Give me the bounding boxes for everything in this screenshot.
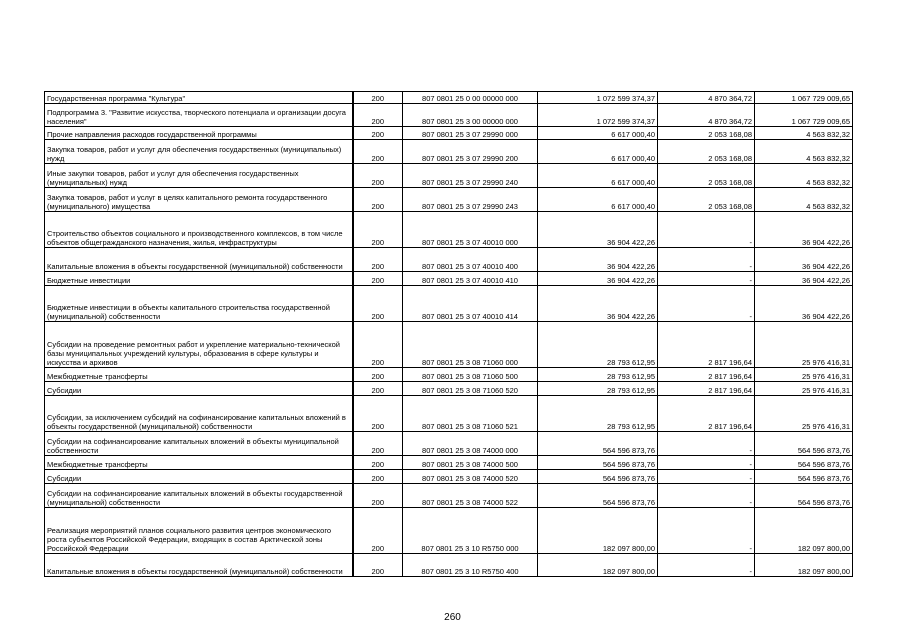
table-row xyxy=(45,127,853,140)
row-amount-unexecuted: 564 596 873,76 xyxy=(755,456,853,470)
row-classification-code: 807 0801 25 3 07 40010 414 xyxy=(403,286,538,322)
row-name: Государственная программа "Культура" xyxy=(45,92,353,104)
table-row xyxy=(45,212,853,248)
row-code: 200 xyxy=(353,484,403,508)
row-amount-unexecuted: 36 904 422,26 xyxy=(755,272,853,286)
row-name: Субсидии, за исключением субсидий на софинансирование капитальных вложений в объекты государственной (муниципальной) собственности xyxy=(45,396,353,432)
row-name: Субсидии xyxy=(45,470,353,484)
row-code: 200 xyxy=(353,272,403,286)
row-name: Капитальные вложения в объекты государственной (муниципальной) собственности xyxy=(45,554,353,577)
row-name: Бюджетные инвестиции xyxy=(45,272,353,286)
row-amount-unexecuted: 25 976 416,31 xyxy=(755,382,853,396)
row-code: 200 xyxy=(353,396,403,432)
row-amount-executed: - xyxy=(658,212,755,248)
table-row xyxy=(45,368,853,382)
row-name: Межбюджетные трансферты xyxy=(45,456,353,470)
row-classification-code: 807 0801 25 3 07 29990 240 xyxy=(403,164,538,188)
table-row xyxy=(45,164,853,188)
row-amount-executed: 2 817 196,64 xyxy=(658,382,755,396)
row-name: Подпрограмма 3. "Развитие искусства, творческого потенциала и организации досуга населения" xyxy=(45,104,353,127)
row-code: 200 xyxy=(353,127,403,140)
row-code: 200 xyxy=(353,104,403,127)
row-amount-approved: 182 097 800,00 xyxy=(538,508,658,554)
row-classification-code: 807 0801 25 3 07 40010 410 xyxy=(403,272,538,286)
row-code: 200 xyxy=(353,164,403,188)
row-amount-approved: 6 617 000,40 xyxy=(538,188,658,212)
row-name: Субсидии на софинансирование капитальных вложений в объекты муниципальной собственности xyxy=(45,432,353,456)
row-name: Субсидии на софинансирование капитальных вложений в объекты государственной (муниципальной) собственности xyxy=(45,484,353,508)
row-amount-unexecuted: 36 904 422,26 xyxy=(755,212,853,248)
table-row xyxy=(45,554,853,577)
row-code: 200 xyxy=(353,470,403,484)
row-amount-executed: 2 053 168,08 xyxy=(658,127,755,140)
row-amount-approved: 564 596 873,76 xyxy=(538,456,658,470)
row-amount-unexecuted: 25 976 416,31 xyxy=(755,368,853,382)
row-code: 200 xyxy=(353,248,403,272)
table-row xyxy=(45,432,853,456)
row-classification-code: 807 0801 25 3 07 29990 200 xyxy=(403,140,538,164)
budget-table xyxy=(44,91,853,577)
table-row xyxy=(45,484,853,508)
row-name: Субсидии на проведение ремонтных работ и укрепление материально-технической базы муниципальных учреждений культуры, образования в сфере культуры и искусства и архивов xyxy=(45,322,353,368)
row-name: Закупка товаров, работ и услуг в целях капитального ремонта государственного (муниципального) имущества xyxy=(45,188,353,212)
row-amount-approved: 36 904 422,26 xyxy=(538,272,658,286)
row-amount-executed: - xyxy=(658,248,755,272)
row-name: Иные закупки товаров, работ и услуг для обеспечения государственных (муниципальных) нужд xyxy=(45,164,353,188)
row-classification-code: 807 0801 25 3 07 29990 000 xyxy=(403,127,538,140)
row-amount-executed: - xyxy=(658,272,755,286)
table-row xyxy=(45,104,853,127)
table-row xyxy=(45,508,853,554)
row-amount-unexecuted: 182 097 800,00 xyxy=(755,554,853,577)
row-amount-executed: 4 870 364,72 xyxy=(658,92,755,104)
row-amount-executed: - xyxy=(658,508,755,554)
row-name: Капитальные вложения в объекты государственной (муниципальной) собственности xyxy=(45,248,353,272)
table-body xyxy=(45,92,853,577)
table-row xyxy=(45,456,853,470)
row-classification-code: 807 0801 25 3 00 00000 000 xyxy=(403,104,538,127)
row-amount-executed: 2 053 168,08 xyxy=(658,164,755,188)
row-amount-approved: 28 793 612,95 xyxy=(538,322,658,368)
row-code: 200 xyxy=(353,212,403,248)
row-classification-code: 807 0801 25 3 08 74000 000 xyxy=(403,432,538,456)
row-amount-approved: 182 097 800,00 xyxy=(538,554,658,577)
table-row xyxy=(45,470,853,484)
row-code: 200 xyxy=(353,286,403,322)
row-amount-executed: 2 053 168,08 xyxy=(658,140,755,164)
row-classification-code: 807 0801 25 3 08 71060 000 xyxy=(403,322,538,368)
row-amount-executed: - xyxy=(658,432,755,456)
page-number: 260 xyxy=(444,612,461,623)
row-amount-approved: 564 596 873,76 xyxy=(538,484,658,508)
row-amount-executed: 2 053 168,08 xyxy=(658,188,755,212)
row-amount-approved: 564 596 873,76 xyxy=(538,432,658,456)
row-amount-executed: - xyxy=(658,484,755,508)
row-classification-code: 807 0801 25 3 10 R5750 000 xyxy=(403,508,538,554)
row-code: 200 xyxy=(353,432,403,456)
row-code: 200 xyxy=(353,188,403,212)
table-row xyxy=(45,188,853,212)
row-amount-approved: 6 617 000,40 xyxy=(538,164,658,188)
row-amount-approved: 28 793 612,95 xyxy=(538,396,658,432)
row-name: Межбюджетные трансферты xyxy=(45,368,353,382)
row-amount-executed: - xyxy=(658,470,755,484)
row-amount-unexecuted: 25 976 416,31 xyxy=(755,322,853,368)
row-amount-unexecuted: 4 563 832,32 xyxy=(755,140,853,164)
table-row xyxy=(45,322,853,368)
row-amount-executed: - xyxy=(658,286,755,322)
table-row xyxy=(45,286,853,322)
row-amount-approved: 36 904 422,26 xyxy=(538,248,658,272)
budget-sheet xyxy=(44,91,852,577)
row-amount-approved: 28 793 612,95 xyxy=(538,382,658,396)
row-amount-unexecuted: 4 563 832,32 xyxy=(755,127,853,140)
row-amount-unexecuted: 25 976 416,31 xyxy=(755,396,853,432)
table-row xyxy=(45,396,853,432)
row-code: 200 xyxy=(353,322,403,368)
table-row xyxy=(45,272,853,286)
row-classification-code: 807 0801 25 3 07 40010 000 xyxy=(403,212,538,248)
row-classification-code: 807 0801 25 3 08 71060 520 xyxy=(403,382,538,396)
row-amount-approved: 1 072 599 374,37 xyxy=(538,104,658,127)
row-name: Реализация мероприятий планов социального развития центров экономического роста субъектов Российской Федерации, входящих в состав Арктической зоны Российской Федерации xyxy=(45,508,353,554)
row-classification-code: 807 0801 25 3 08 74000 500 xyxy=(403,456,538,470)
row-amount-unexecuted: 564 596 873,76 xyxy=(755,432,853,456)
row-amount-unexecuted: 36 904 422,26 xyxy=(755,286,853,322)
row-amount-executed: - xyxy=(658,456,755,470)
row-code: 200 xyxy=(353,140,403,164)
row-amount-unexecuted: 4 563 832,32 xyxy=(755,188,853,212)
row-code: 200 xyxy=(353,456,403,470)
row-amount-unexecuted: 1 067 729 009,65 xyxy=(755,92,853,104)
row-code: 200 xyxy=(353,508,403,554)
row-name: Субсидии xyxy=(45,382,353,396)
row-classification-code: 807 0801 25 3 10 R5750 400 xyxy=(403,554,538,577)
row-name: Строительство объектов социального и производственного комплексов, в том числе объектов общегражданского назначения, жилья, инфраструктуры xyxy=(45,212,353,248)
row-classification-code: 807 0801 25 3 07 40010 400 xyxy=(403,248,538,272)
table-row xyxy=(45,382,853,396)
row-classification-code: 807 0801 25 3 08 74000 522 xyxy=(403,484,538,508)
row-amount-approved: 564 596 873,76 xyxy=(538,470,658,484)
row-amount-unexecuted: 36 904 422,26 xyxy=(755,248,853,272)
row-classification-code: 807 0801 25 0 00 00000 000 xyxy=(403,92,538,104)
row-amount-executed: 2 817 196,64 xyxy=(658,396,755,432)
row-classification-code: 807 0801 25 3 08 71060 500 xyxy=(403,368,538,382)
row-code: 200 xyxy=(353,368,403,382)
row-amount-executed: - xyxy=(658,554,755,577)
row-classification-code: 807 0801 25 3 07 29990 243 xyxy=(403,188,538,212)
row-amount-unexecuted: 182 097 800,00 xyxy=(755,508,853,554)
row-code: 200 xyxy=(353,382,403,396)
row-amount-approved: 36 904 422,26 xyxy=(538,286,658,322)
row-amount-approved: 6 617 000,40 xyxy=(538,140,658,164)
row-amount-unexecuted: 4 563 832,32 xyxy=(755,164,853,188)
row-classification-code: 807 0801 25 3 08 74000 520 xyxy=(403,470,538,484)
row-amount-approved: 6 617 000,40 xyxy=(538,127,658,140)
row-code: 200 xyxy=(353,92,403,104)
row-amount-approved: 36 904 422,26 xyxy=(538,212,658,248)
row-amount-unexecuted: 1 067 729 009,65 xyxy=(755,104,853,127)
row-name: Прочие направления расходов государственной программы xyxy=(45,127,353,140)
row-classification-code: 807 0801 25 3 08 71060 521 xyxy=(403,396,538,432)
row-code: 200 xyxy=(353,554,403,577)
row-name: Бюджетные инвестиции в объекты капитального строительства государственной (муниципальной) собственности xyxy=(45,286,353,322)
row-amount-approved: 28 793 612,95 xyxy=(538,368,658,382)
row-amount-unexecuted: 564 596 873,76 xyxy=(755,484,853,508)
row-amount-approved: 1 072 599 374,37 xyxy=(538,92,658,104)
table-row xyxy=(45,140,853,164)
table-row xyxy=(45,248,853,272)
row-amount-executed: 2 817 196,64 xyxy=(658,368,755,382)
row-amount-unexecuted: 564 596 873,76 xyxy=(755,470,853,484)
table-row xyxy=(45,92,853,104)
row-amount-executed: 2 817 196,64 xyxy=(658,322,755,368)
row-amount-executed: 4 870 364,72 xyxy=(658,104,755,127)
row-name: Закупка товаров, работ и услуг для обеспечения государственных (муниципальных) нужд xyxy=(45,140,353,164)
